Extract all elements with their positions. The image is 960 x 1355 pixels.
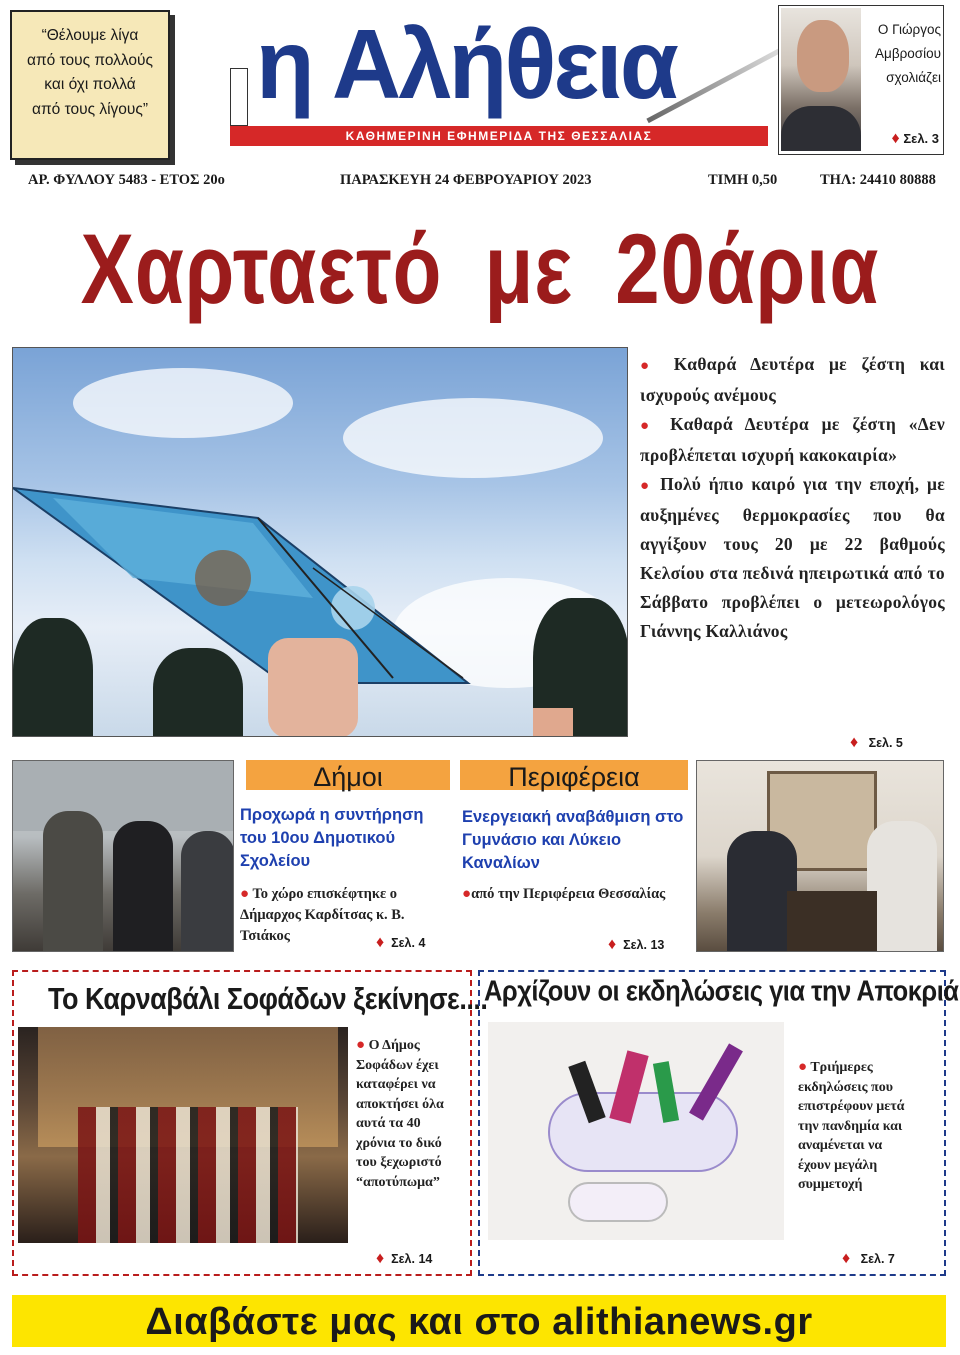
newspaper-logo: η Αλήθεια bbox=[256, 9, 676, 119]
perifereia-page-ref[interactable]: ♦ Σελ. 13 bbox=[608, 936, 665, 953]
columnist-page-ref: ♦ Σελ. 3 bbox=[891, 130, 939, 147]
diamond-icon: ♦ bbox=[850, 734, 859, 751]
dancers-shape bbox=[78, 1107, 298, 1243]
carnival-page-ref[interactable]: ♦ Σελ. 14 bbox=[376, 1250, 433, 1267]
apokria-headline[interactable]: Αρχίζουν οι εκδηλώσεις για την Αποκριά bbox=[484, 976, 959, 1008]
kite-photo[interactable] bbox=[12, 347, 628, 737]
bullet-icon: ● bbox=[240, 886, 250, 902]
carnival-photo[interactable] bbox=[18, 1027, 348, 1243]
person-shape bbox=[181, 831, 234, 952]
contact-phone: ΤΗΛ: 24410 80888 bbox=[820, 172, 936, 188]
carnival-headline[interactable]: Το Καρναβάλι Σοφάδων ξεκίνησε.... bbox=[48, 982, 488, 1016]
issue-date: ΠΑΡΑΣΚΕΥΗ 24 ΦΕΒΡΟΥΑΡΙΟΥ 2023 bbox=[340, 172, 592, 188]
section-dimoi[interactable]: Δήμοι bbox=[246, 760, 450, 790]
masthead-side-tag bbox=[230, 68, 248, 126]
bullet-icon: ● bbox=[640, 358, 660, 374]
kite-icon bbox=[13, 348, 628, 737]
diamond-icon: ♦ bbox=[842, 1250, 851, 1267]
columnist-photo bbox=[781, 8, 861, 151]
person-shape bbox=[867, 821, 937, 952]
lead-bullet: ● Καθαρά Δευτέρα με ζέστη «Δεν προβλέπεται ισχυρή κακοκαιρία» bbox=[640, 414, 945, 465]
columnist-face bbox=[797, 20, 849, 92]
masthead bbox=[230, 8, 768, 146]
office-meeting-photo[interactable] bbox=[696, 760, 944, 952]
section-perifereia[interactable]: Περιφέρεια bbox=[460, 760, 688, 790]
carnival-text: ● Ο Δήμος Σοφάδων έχει καταφέρει να αποκτήσει όλα αυτά τα 40 χρόνια το δικό του ξεχωριστό “αποτύπωμα” bbox=[356, 1037, 444, 1190]
motto-line: από τους λίγους” bbox=[31, 100, 149, 118]
bullet-icon: ● bbox=[640, 418, 658, 434]
lead-bullet: ● Πολύ ήπιο καιρό για την εποχή, με αυξημένες θερμοκρασίες που θα αγγίξουν τους 20 με 22 βαθμούς Κελσίου στα πεδινά ηπειρωτικά από το Σάββατο προβλέπει ο μετεωρολόγος Γιάννης Καλλιάνος bbox=[640, 474, 945, 641]
perifereia-bullet: ●από την Περιφέρεια Θεσσαλίας bbox=[462, 886, 666, 902]
bullet-icon: ● bbox=[356, 1037, 366, 1053]
columnist-name: Ο Γιώργος Αμβροσίου σχολιάζει bbox=[875, 22, 941, 85]
dimoi-bullet: ● Το χώρο επισκέφτηκε ο Δήμαρχος Καρδίτσας κ. Β. Τσιάκος bbox=[240, 886, 405, 944]
mask-shape bbox=[568, 1182, 668, 1222]
apokria-page-ref[interactable]: ♦ Σελ. 7 bbox=[842, 1250, 895, 1267]
issue-price: ΤΙΜΗ 0,50 bbox=[708, 172, 778, 188]
lead-bullet: ● Καθαρά Δευτέρα με ζέστη και ισχυρούς ανέμους bbox=[640, 354, 945, 405]
issue-number: ΑΡ. ΦΥΛΛΟΥ 5483 - ΕΤΟΣ 20ο bbox=[28, 172, 225, 188]
bullet-icon: ● bbox=[798, 1059, 808, 1075]
dimoi-headline[interactable]: Προχωρά η συντήρηση του 10ου Δημοτικού Σχολείου bbox=[240, 806, 424, 870]
bullet-icon: ● bbox=[640, 478, 653, 494]
motto-line: και όχι πολλά bbox=[44, 76, 136, 93]
diamond-icon: ♦ bbox=[376, 934, 385, 951]
school-visit-photo[interactable] bbox=[12, 760, 234, 952]
main-headline[interactable]: Χαρταετό με 20άρια bbox=[80, 213, 880, 325]
website-banner[interactable]: Διαβάστε μας και στο alithianews.gr bbox=[12, 1295, 946, 1347]
person-shape bbox=[113, 821, 173, 952]
columnist-body bbox=[781, 106, 861, 151]
motto-line: “Θέλουμε λίγα bbox=[41, 27, 139, 44]
motto-line: από τους πολλούς bbox=[27, 51, 153, 69]
apokria-text: ● Τριήμερες εκδηλώσεις που επιστρέφουν μετά την πανδημία και αναμένεται να έχουν μεγάλη συμμετοχή bbox=[798, 1059, 905, 1192]
diamond-icon: ♦ bbox=[376, 1250, 385, 1267]
building-shape bbox=[13, 761, 234, 831]
lead-page-ref[interactable]: ♦ Σελ. 5 bbox=[850, 734, 903, 751]
diamond-icon: ♦ bbox=[891, 130, 900, 147]
columnist-box[interactable] bbox=[778, 5, 944, 155]
lead-story-bullets bbox=[640, 350, 945, 646]
dimoi-page-ref[interactable]: ♦ Σελ. 4 bbox=[376, 934, 426, 951]
person-shape bbox=[43, 811, 103, 951]
desk-shape bbox=[787, 891, 877, 952]
bullet-icon: ● bbox=[462, 886, 472, 902]
masks-photo[interactable] bbox=[488, 1022, 784, 1240]
motto-box bbox=[10, 10, 170, 160]
perifereia-headline[interactable]: Ενεργειακή αναβάθμιση στο Γυμνάσιο και Λύκειο Καναλίων bbox=[462, 808, 684, 872]
masthead-subtitle: ΚΑΘΗΜΕΡΙΝΗ ΕΦΗΜΕΡΙΔΑ ΤΗΣ ΘΕΣΣΑΛΙΑΣ bbox=[230, 126, 768, 146]
diamond-icon: ♦ bbox=[608, 936, 617, 953]
